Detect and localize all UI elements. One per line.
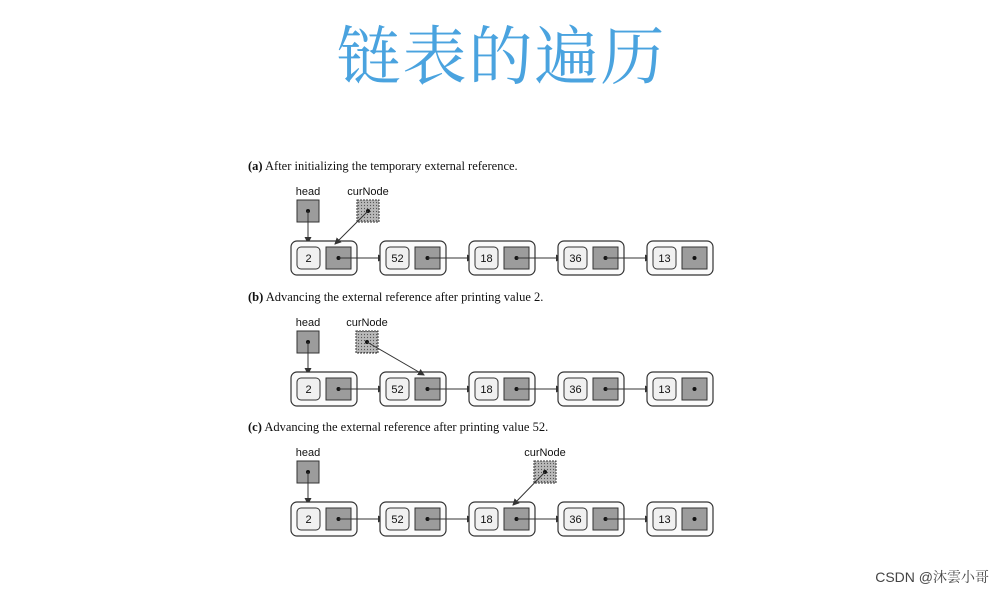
list-node: [380, 502, 473, 536]
panel-c: [291, 447, 713, 536]
node-value: 18: [480, 384, 493, 396]
curnode-pointer-arrow: [335, 211, 368, 244]
head-label: head: [295, 447, 321, 459]
caption-c-text: Advancing the external reference after printing value 52.: [264, 420, 549, 434]
node-value: 2: [305, 253, 312, 265]
node-next-dot: [693, 256, 697, 260]
curnode-label: curNode: [524, 447, 566, 459]
curnode-label: curNode: [346, 317, 388, 329]
caption-a-text: After initializing the temporary external reference.: [265, 159, 518, 173]
list-node: [469, 502, 562, 536]
node-value: 2: [305, 514, 312, 526]
curnode-label: curNode: [347, 186, 389, 198]
list-node: [291, 241, 384, 275]
node-value: 13: [658, 384, 671, 396]
node-value: 36: [569, 253, 582, 265]
node-value: 52: [391, 253, 404, 265]
node-value: 13: [658, 253, 671, 265]
list-node: [469, 372, 562, 406]
curnode-pointer-arrow: [367, 342, 424, 375]
caption-c-tag: (c): [248, 420, 262, 434]
list-node: [647, 502, 713, 536]
panel-a: [291, 186, 713, 275]
node-value: 52: [391, 514, 404, 526]
watermark: CSDN @沐雲小哥: [875, 569, 989, 585]
panel-b: [291, 317, 713, 406]
list-node: [380, 241, 473, 275]
head-label: head: [295, 317, 321, 329]
list-node: [291, 372, 384, 406]
node-next-dot: [693, 517, 697, 521]
caption-b-tag: (b): [248, 290, 264, 304]
node-value: 36: [569, 384, 582, 396]
curnode-pointer-arrow: [513, 472, 545, 505]
caption-a-tag: (a): [248, 159, 263, 173]
node-value: 18: [480, 253, 493, 265]
node-value: 36: [569, 514, 582, 526]
list-node: [558, 241, 651, 275]
caption-b-text: Advancing the external reference after printing value 2.: [265, 290, 544, 304]
list-node: [558, 502, 651, 536]
node-value: 52: [391, 384, 404, 396]
node-value: 18: [480, 514, 493, 526]
node-value: 13: [658, 514, 671, 526]
list-node: [380, 372, 473, 406]
node-value: 2: [305, 384, 312, 396]
node-next-dot: [693, 387, 697, 391]
head-label: head: [295, 186, 321, 198]
page-title: 链表的遍历: [336, 21, 667, 95]
list-node: [558, 372, 651, 406]
list-node: [647, 241, 713, 275]
list-node: [291, 502, 384, 536]
list-node: [469, 241, 562, 275]
list-node: [647, 372, 713, 406]
